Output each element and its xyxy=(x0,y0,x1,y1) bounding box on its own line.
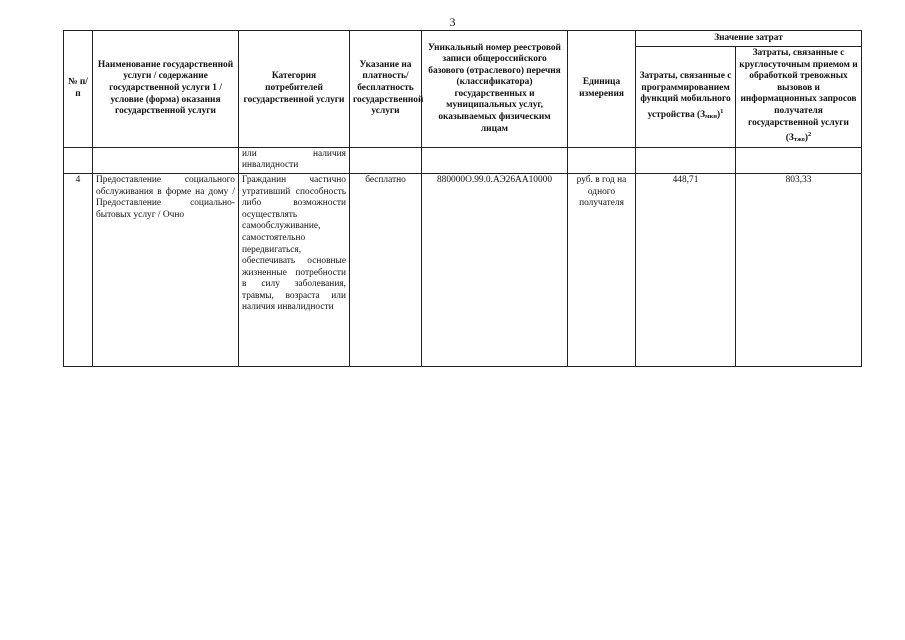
header-cost-alarm: Затраты, связанные с круглосуточным приемом и обработкой тревожных вызовов и информационных запросов получателя государственной услуги (Зтжо)$^2$ xyxy=(736,47,862,148)
continuation-row xyxy=(64,147,862,173)
header-payment-text: Указание на платность/ бесплатность государственной услуги xyxy=(353,59,424,117)
page-number: 3 xyxy=(449,15,456,29)
row-payment: бесплатно xyxy=(350,173,422,366)
header-cost-group: Значение затрат xyxy=(636,31,862,47)
row-category: Гражданин частично утративший способность либо возможности осуществлять самообслуживание, самостоятельно передвигаться, обеспечивать основные жизненные потребности в силу заболевания, травмы, возраста или наличия инвалидности xyxy=(239,173,350,366)
header-unit: Единица измерения xyxy=(568,31,636,148)
continuation-category: или наличия инвалидности xyxy=(239,147,350,173)
header-category: Категория потребителей государственной услуги xyxy=(239,31,350,148)
header-cost-mobile: Затраты, связанные с программированием функций мобильного устройства (Змкн)$^1$ xyxy=(636,47,736,148)
cost-table xyxy=(63,30,862,367)
row-cost-alarm: 803,33 xyxy=(736,173,862,366)
row-num: 4 xyxy=(64,173,93,366)
header-payment xyxy=(350,31,422,148)
header-num: № п/п xyxy=(64,31,93,148)
row-name: Предоставление социального обслуживания в форме на дому / Предоставление социально-бытовых услуг / Очно xyxy=(93,173,239,366)
row-unit: руб. в год на одного получателя xyxy=(568,173,636,366)
header-registry: Уникальный номер реестровой записи общероссийского базового (отраслевого) перечня (классификатора) государственных и муниципальных услуг, оказываемых физическим лицам xyxy=(422,31,568,148)
header-name: Наименование государственной услуги / содержание государственной услуги 1 / условие (форма) оказания государственной услуги xyxy=(93,31,239,148)
row-registry: 880000О.99.0.АЭ26АА10000 xyxy=(422,173,568,366)
row-cost-mobile: 448,71 xyxy=(636,173,736,366)
table-row xyxy=(64,173,862,366)
